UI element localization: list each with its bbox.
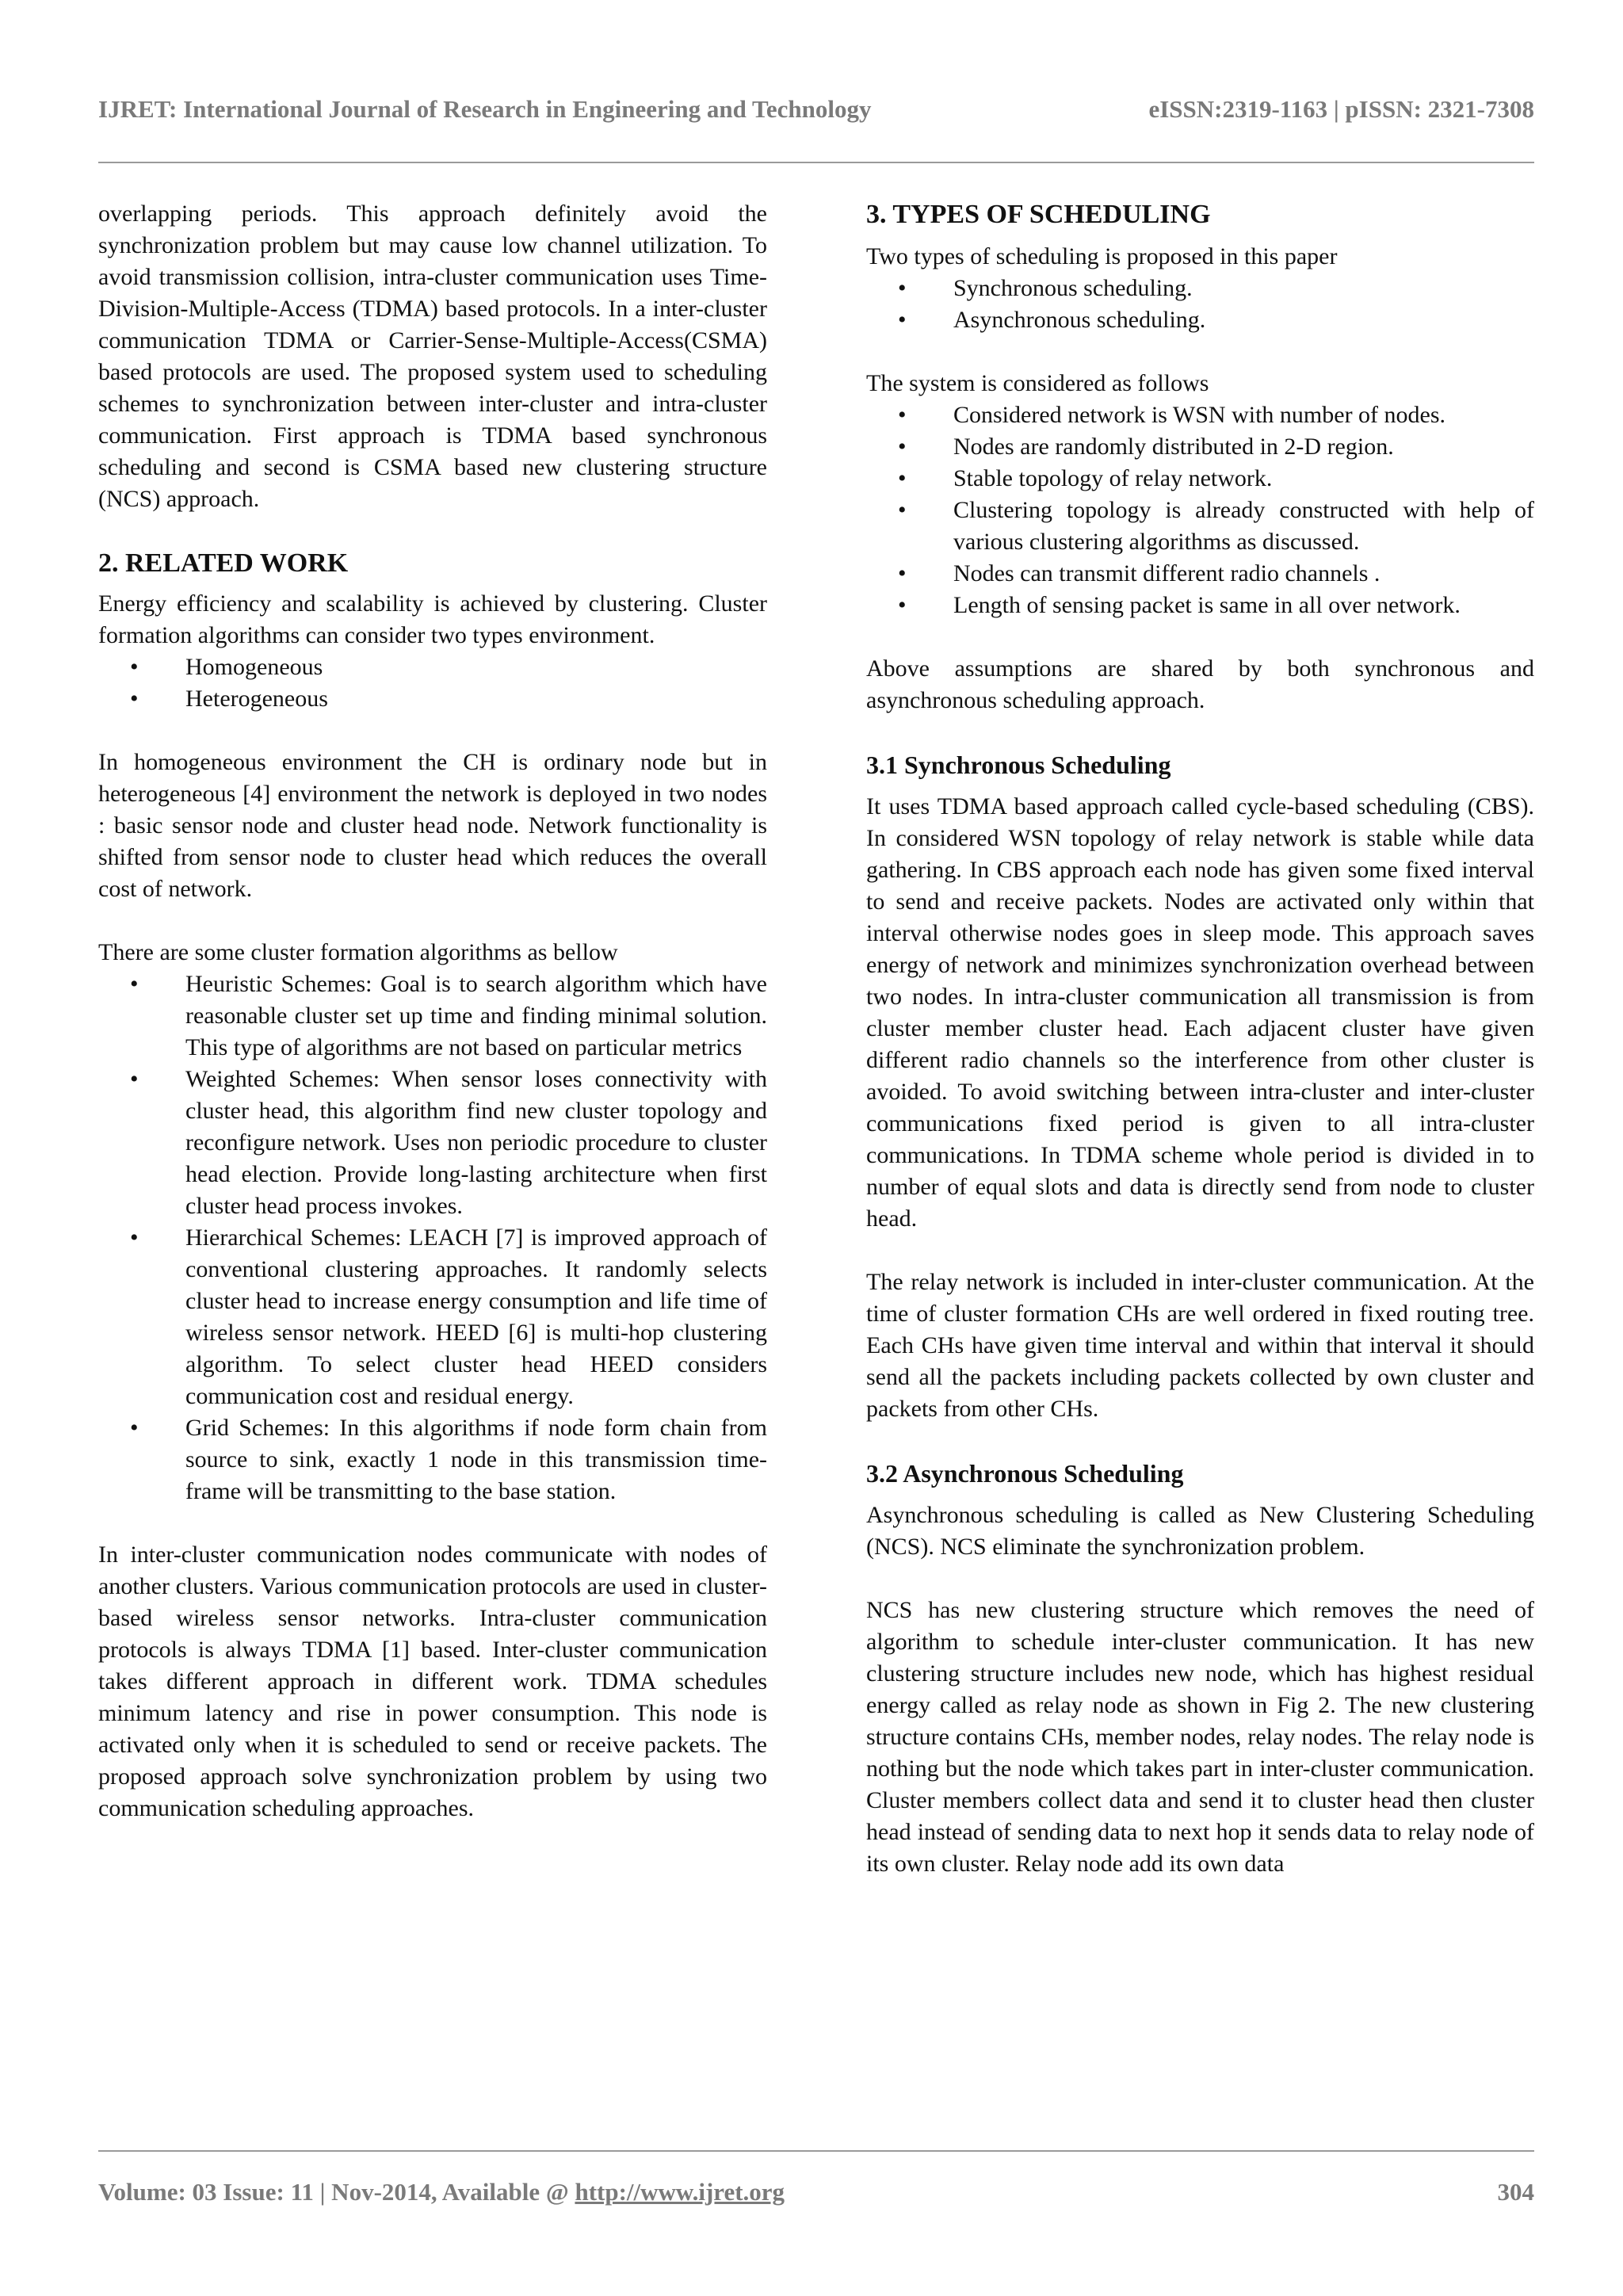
list-item: • Homogeneous	[98, 651, 767, 683]
synchronous-scheduling-heading: 3.1 Synchronous Scheduling	[866, 751, 1171, 779]
list-item: • Considered network is WSN with number of nodes.	[866, 399, 1534, 431]
asynchronous-paragraph-1: Asynchronous scheduling is called as New Clustering Scheduling (NCS). NCS eliminate the synchronization problem.	[866, 1502, 1534, 1560]
related-paragraph-3: There are some cluster formation algorithms as bellow	[98, 939, 618, 965]
page-footer	[98, 2178, 1534, 2206]
related-work-heading: 2. RELATED WORK	[98, 548, 349, 578]
page-header	[98, 95, 1534, 124]
related-paragraph-2: In homogeneous environment the CH is ordinary node but in heterogeneous [4] environment the network is deployed in two nodes : basic sensor node and cluster head node. Network functionality is shifted from sensor node to cluster head which reduces the overall cost of network.	[98, 749, 767, 902]
assumptions-paragraph: Above assumptions are shared by both synchronous and asynchronous scheduling approach.	[866, 655, 1534, 713]
list-item: • Weighted Schemes: When sensor loses connectivity with cluster head, this algorithm find new cluster topology and reconfigure network. Uses non periodic procedure to cluster head election. Provide long-lasting architecture when first cluster head process invokes.	[98, 1064, 767, 1222]
list-item: • Nodes can transmit different radio channels .	[866, 558, 1534, 590]
types-paragraph: Two types of scheduling is proposed in this paper	[866, 243, 1338, 269]
assumptions-list	[866, 399, 1534, 621]
left-column	[98, 198, 767, 1824]
list-item: • Heuristic Schemes: Goal is to search algorithm which have reasonable cluster set up time and finding minimal solution. This type of algorithms are not based on particular metrics	[98, 968, 767, 1064]
page-number: 304	[1497, 2178, 1534, 2206]
right-column	[866, 198, 1534, 1880]
volume-info: Volume: 03 Issue: 11 | Nov-2014, Available @	[98, 2178, 575, 2206]
asynchronous-scheduling-heading: 3.2 Asynchronous Scheduling	[866, 1459, 1184, 1488]
list-item: • Nodes are randomly distributed in 2-D region.	[866, 431, 1534, 463]
list-item: • Asynchronous scheduling.	[866, 304, 1534, 336]
scheduling-types-list	[866, 273, 1534, 336]
list-item: • Synchronous scheduling.	[866, 273, 1534, 304]
list-item: • Clustering topology is already constructed with help of various clustering algorithms as discussed.	[866, 495, 1534, 558]
algorithm-list	[98, 968, 767, 1507]
list-item: • Length of sensing packet is same in all over network.	[866, 590, 1534, 621]
list-item: • Grid Schemes: In this algorithms if node form chain from source to sink, exactly 1 node in this transmission time-frame will be transmitting to the base station.	[98, 1412, 767, 1507]
asynchronous-paragraph-2: NCS has new clustering structure which removes the need of algorithm to schedule inter-cluster communication. It has new clustering structure includes new node, which has highest residual energy called as relay node as shown in Fig 2. The new clustering structure contains CHs, member nodes, relay nodes. The relay node is nothing but the node which takes part in inter-cluster communication. Cluster members collect data and send it to cluster head then cluster head instead of sending data to next hop it sends data to relay node of its own cluster. Relay node add its own data	[866, 1597, 1534, 1877]
journal-link[interactable]: http://www.ijret.org	[575, 2178, 785, 2206]
intro-paragraph: overlapping periods. This approach definitely avoid the synchronization problem but may cause low channel utilization. To avoid transmission collision, intra-cluster communication uses Time-Division-Multiple-Access (TDMA) based protocols. In a inter-cluster communication TDMA or Carrier-Sense-Multiple-Access(CSMA) based protocols are used. The proposed system used to scheduling schemes to synchronization between inter-cluster and intra-cluster communication. First approach is TDMA based synchronous scheduling and second is CSMA based new clustering structure (NCS) approach.	[98, 201, 767, 512]
footer-volume	[98, 2178, 785, 2206]
environment-list	[98, 651, 767, 715]
list-item: • Heterogeneous	[98, 683, 767, 715]
list-item: • Stable topology of relay network.	[866, 463, 1534, 495]
related-paragraph-4: In inter-cluster communication nodes communicate with nodes of another clusters. Various communication protocols are used in cluster-based wireless sensor networks. Intra-cluster communication protocols is always TDMA [1] based. Inter-cluster communication takes different approach in different work. TDMA schedules minimum latency and rise in power consumption. This node is activated only when it is scheduled to send or receive packets. The proposed approach solve synchronization problem by using two communication scheduling approaches.	[98, 1541, 767, 1821]
related-paragraph-1: Energy efficiency and scalability is achieved by clustering. Cluster formation algorithms can consider two types environment.	[98, 590, 767, 648]
header-rule	[98, 162, 1534, 163]
journal-title: IJRET: International Journal of Research in Engineering and Technology	[98, 95, 872, 123]
issn: eISSN:2319-1163 | pISSN: 2321-7308	[1148, 95, 1534, 123]
synchronous-paragraph-1: It uses TDMA based approach called cycle-based scheduling (CBS). In considered WSN topology of relay network is stable while data gathering. In CBS approach each node has given some fixed interval to send and receive packets. Nodes are activated only within that interval otherwise nodes goes in sleep mode. This approach saves energy of network and minimizes synchronization overhead between two nodes. In intra-cluster communication all transmission is from cluster member cluster head. Each adjacent cluster have given different radio channels so the interference from other cluster is avoided. To avoid switching between intra-cluster and inter-cluster communications fixed period is given to all intra-cluster communications. In TDMA scheme whole period is divided in to number of equal slots and data is directly send from node to cluster head.	[866, 793, 1534, 1232]
system-paragraph: The system is considered as follows	[866, 370, 1209, 396]
synchronous-paragraph-2: The relay network is included in inter-cluster communication. At the time of cluster formation CHs are well ordered in fixed routing tree. Each CHs have given time interval and within that interval it should send all the packets including packets collected by own cluster and packets from other CHs.	[866, 1269, 1534, 1422]
footer-rule	[98, 2150, 1534, 2152]
types-of-scheduling-heading: 3. TYPES OF SCHEDULING	[866, 200, 1211, 229]
list-item: • Hierarchical Schemes: LEACH [7] is improved approach of conventional clustering approaches. It randomly selects cluster head to increase energy consumption and life time of wireless sensor network. HEED [6] is multi-hop clustering algorithm. To select cluster head HEED considers communication cost and residual energy.	[98, 1222, 767, 1412]
